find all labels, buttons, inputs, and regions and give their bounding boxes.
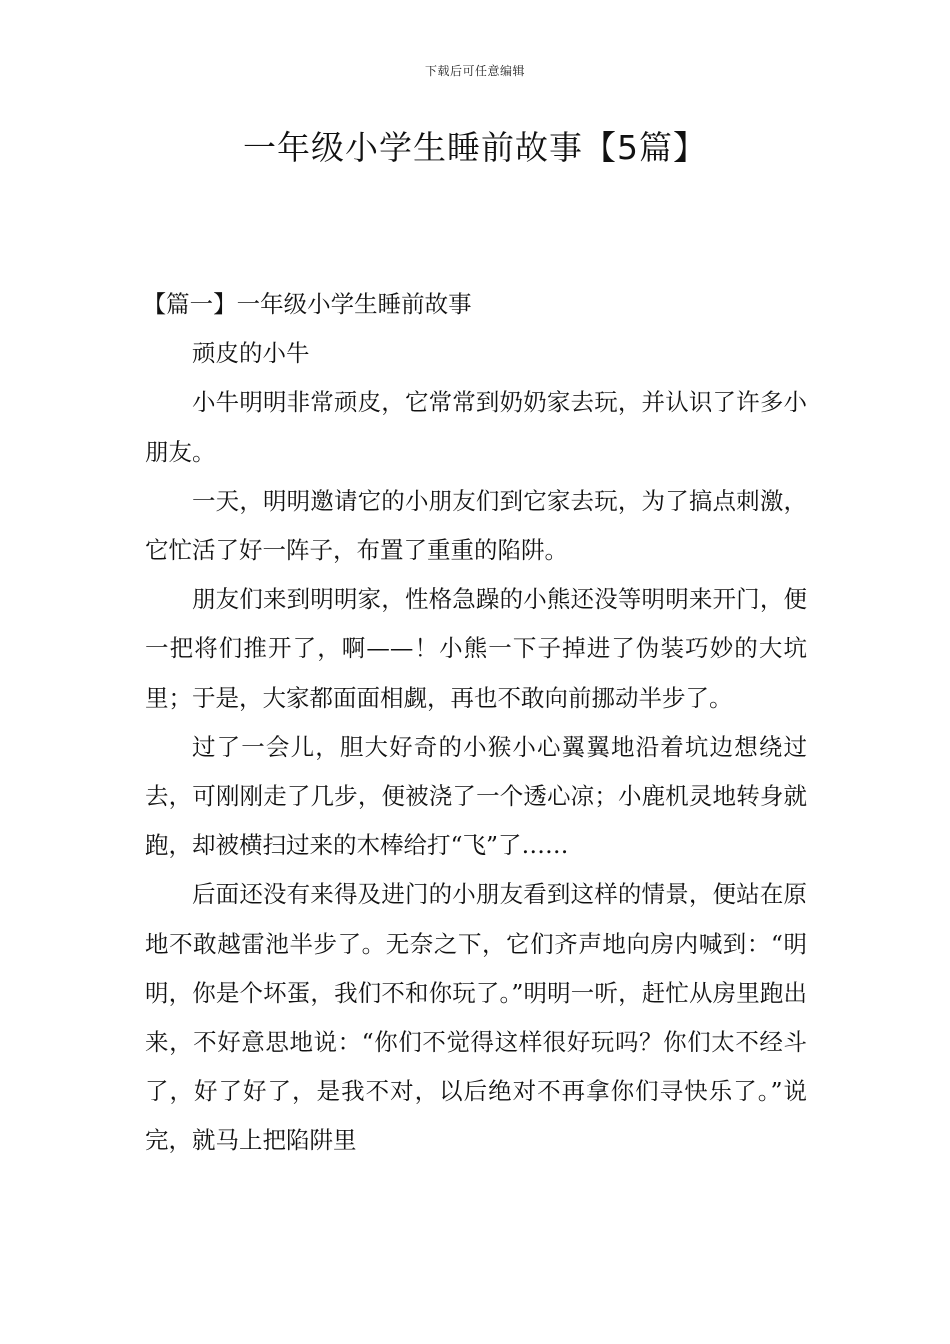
story-paragraph: 过了一会儿，胆大好奇的小猴小心翼翼地沿着坑边想绕过去，可刚刚走了几步，便被浇了一个透心凉；小鹿机灵地转身就跑，却被横扫过来的木棒给打“飞”了…… xyxy=(145,732,807,860)
story-paragraph: 后面还没有来得及进门的小朋友看到这样的情景，便站在原地不敢越雷池半步了。无奈之下，它们齐声地向房内喊到：“明明，你是个坏蛋，我们不和你玩了。”明明一听，赶忙从房里跑出来，不好意思地说：“你们不觉得这样很好玩吗？你们太不经斗了，好了好了，是我不对，以后绝对不再拿你们寻快乐了。”说完，就马上把陷阱里 xyxy=(145,880,807,1155)
document-title: 一年级小学生睡前故事【5篇】 xyxy=(243,128,707,167)
story-paragraph: 朋友们来到明明家，性格急躁的小熊还没等明明来开门，便一把将们推开了，啊——！小熊一下子掉进了伪装巧妙的大坑里；于是，大家都面面相觑，再也不敢向前挪动半步了。 xyxy=(145,585,807,712)
header-note: 下载后可任意编辑 xyxy=(424,64,525,78)
story-title: 顽皮的小牛 xyxy=(192,339,310,368)
document-body xyxy=(142,280,807,1166)
section-heading: 【篇一】一年级小学生睡前故事 xyxy=(142,290,472,318)
story-paragraph: 一天，明明邀请它的小朋友们到它家去玩，为了搞点刺激，它忙活了好一阵子，布置了重重的陷阱。 xyxy=(145,486,807,565)
story-paragraph: 小牛明明非常顽皮，它常常到奶奶家去玩，并认识了许多小朋友。 xyxy=(145,388,807,466)
